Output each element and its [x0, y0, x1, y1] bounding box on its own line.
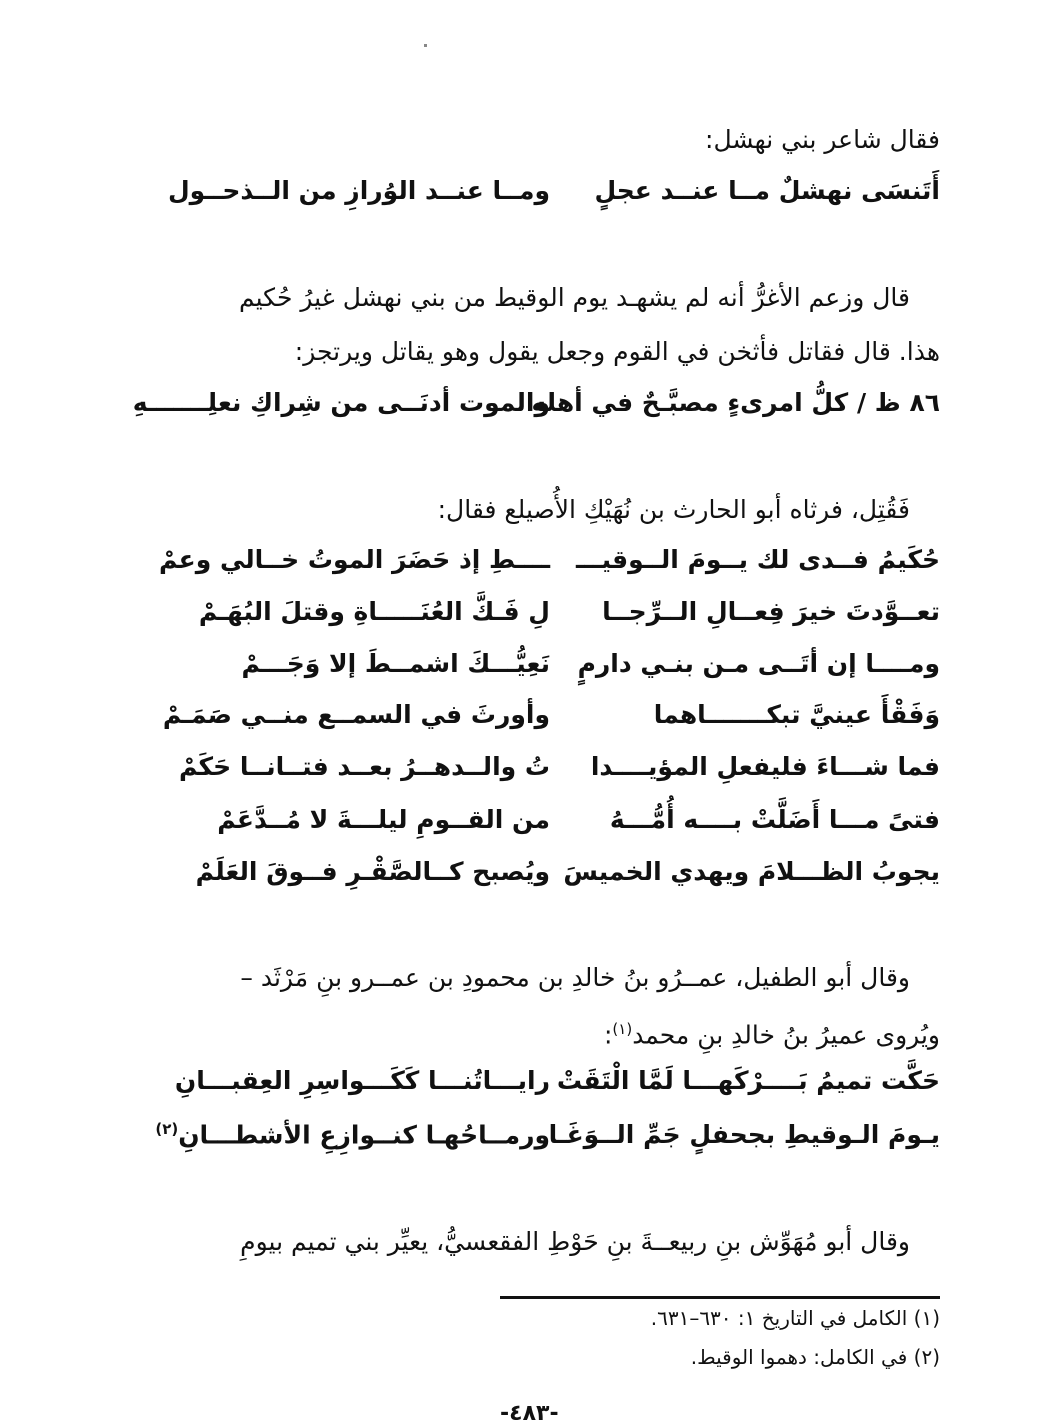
verse-second-hemistich: لِ فَـكَّ العُنَـــــاةِ وقتلَ البُهَـمْ: [198, 597, 550, 626]
verse-second-hemistich: نَعِيُّـــكَ اشمــطَ إلا وَجَـــمْ: [241, 649, 550, 678]
verse-first-hemistich: ومــــا إن أتَــى مـن بنـي دارمٍ: [577, 649, 940, 678]
verse-second-hemistich: وأورثَ في السمــع منــي صَمَـمْ: [162, 700, 550, 729]
paragraph-text: ويُروى عميرُ بنُ خالدِ بنِ محمد: [632, 1020, 940, 1050]
intro-line: فقال شاعر بني نهشل:: [705, 125, 940, 154]
verse-second-hemistich: ــــطِ إذ حَضَرَ الموتُ خــالي وعمْ: [159, 545, 550, 574]
verse-second-hemistich: تُ والــدهــرُ بعــد فتــانــا حَكَمْ: [178, 752, 550, 781]
footnote: (١) الكامل في التاريخ ١: ٦٣٠–٦٣١.: [650, 1306, 940, 1330]
poem-verse: [155, 1120, 940, 1156]
verse-first-hemistich: يجوبُ الظـــلامَ ويهدي الخميسَ: [563, 857, 940, 886]
verse-second-hemistich: والموت أدنَــى من شِراكِ نعلِـــــــهِ: [132, 388, 550, 417]
poem-verse: [190, 805, 940, 841]
verse-second-hemistich: رايـــاتُنـــا كَكَـــواسِرِ العِقبـــانِ: [174, 1066, 550, 1095]
footnote-ref[interactable]: (١): [612, 1020, 633, 1038]
poem-verse: [178, 752, 940, 788]
verse-first-hemistich: تعــوَّدتَ خيرَ فِعــالِ الــرِّجــا: [602, 597, 940, 626]
page-number: -٤٨٣-: [500, 1401, 559, 1426]
scan-mark: [424, 44, 427, 47]
verse-first-hemistich: [531, 388, 940, 417]
verse-first-hemistich: وَفَقْأَ عينيَّ تبكـــــــاهما: [653, 700, 940, 729]
paragraph-line: وقال أبو مُهَوِّش بنِ ربيعــةَ بنِ حَوْطِ الفقعسيُّ، يعيِّر بني تميم بيومِ: [240, 1227, 910, 1256]
poem-verse: [190, 649, 940, 685]
verse-text: كلُّ امرىءٍ مصبَّـحٌ في أهله: [531, 388, 849, 417]
verse-second-hemistich: من القــومِ ليلـــةَ لا مُــدَّعَمْ: [217, 805, 550, 834]
paragraph-line: قال وزعم الأغرُّ أنه لم يشهـد يوم الوقيط من بني نهشل غيرُ حُكيم: [238, 283, 910, 312]
verse-first-hemistich: فما شـــاءَ فليفعلِ المؤيــــدا: [590, 752, 940, 781]
footnote-ref[interactable]: (٢): [155, 1120, 179, 1138]
verse-first-hemistich: حُكَيمُ فــدى لك يــومَ الــوقيـــ: [575, 545, 940, 574]
poem-verse: [190, 597, 940, 633]
verse-line: [167, 176, 940, 212]
verse-second-hemistich: [155, 1120, 550, 1149]
footnote: (٢) في الكامل: دهموا الوقيط.: [690, 1345, 940, 1369]
poem-verse: [190, 857, 940, 893]
verse-second-hemistich: ويُصبح كــالصَّقْـرِ فــوقَ العَلَمْ: [195, 857, 550, 886]
footnote-separator: [500, 1296, 940, 1299]
paragraph-text: :: [603, 1020, 613, 1050]
poem-verse: [162, 700, 940, 736]
verse-first-hemistich: يـومَ الـوقيطِ بجحفلٍ جَمِّ الــوَغَـا: [548, 1120, 940, 1149]
verse-text: ورمــاحُهـا كنــوازِعِ الأشطـــانِ: [178, 1120, 550, 1150]
paragraph-line: فَقُتِل، فرثاه أبو الحارث بن نُهَيْكِ الأُصيلع فقال:: [437, 495, 910, 524]
verse-second-hemistich: ومــا عنــد الوُرازِ من الــذحــول: [167, 176, 550, 205]
verse-first-hemistich: حَكَّت تميمُ بَــــرْكَهـــا لَمَّا الْتَقَتْ: [556, 1066, 940, 1095]
verse-first-hemistich: فتىً مـــا أَضَلَّتْ بــــه أُمُّـــهُ: [609, 805, 940, 834]
verse-line: [132, 388, 940, 424]
poem-verse: [174, 1066, 940, 1102]
verse-first-hemistich: أَتَنسَى نهشلٌ مــا عنــد عجلٍ: [594, 176, 940, 205]
poem-verse: [159, 545, 940, 581]
manuscript-folio-marker: ٨٦ ظ /: [856, 388, 940, 417]
paragraph-line: وقال أبو الطفيل، عمــرُو بنُ خالدِ بن محمودِ بن عمــرو بنِ مَرْثَد –: [240, 963, 910, 992]
paragraph-line: [190, 1013, 940, 1051]
paragraph-line: هذا. قال فقاتل فأثخن في القوم وجعل يقول وهو يقاتل ويرتجز:: [294, 337, 940, 366]
